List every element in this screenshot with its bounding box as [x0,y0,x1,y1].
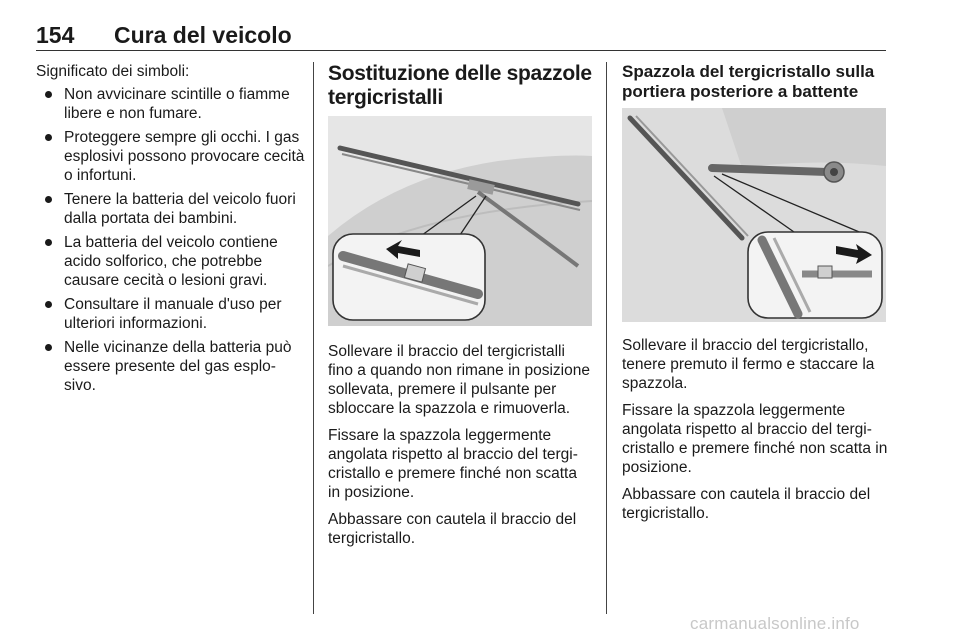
paragraph: Sollevare il braccio del tergicristalli fino a quando non rimane in posizione sollevata, premere il pulsante per sbloccare la spazzola e rimuoverla. [328,343,590,417]
column-rear-wiper [622,62,888,531]
list-item: Nelle vicinanze della batteria può essere presente del gas esplo-sivo. [36,338,306,395]
column-wiper-replacement [328,62,592,556]
column-symbols [36,62,306,400]
chapter-title: Cura del veicolo [114,22,292,48]
windshield-wiper-figure [328,116,592,326]
list-item: Non avvicinare scintille o fiamme libere e non fumare. [36,85,306,123]
symbols-intro: Significato dei simboli: [36,63,190,80]
list-item: Proteggere sempre gli occhi. I gas esplosivi possono provocare cecità o infortuni. [36,128,306,185]
symbols-list [36,85,306,395]
list-item: Tenere la batteria del veicolo fuori dalla portata dei bambini. [36,190,306,228]
paragraph: Abbassare con cautela il braccio del tergicristallo. [328,511,577,547]
watermark: carmanualsonline.info [690,614,860,633]
page-number: 154 [36,22,75,48]
column-divider-2 [606,62,607,614]
paragraph: Fissare la spazzola leggermente angolata rispetto al braccio del tergi-cristallo e premere finché non scatta in posizione. [622,402,888,476]
list-item: Consultare il manuale d'uso per ulteriori informazioni. [36,295,306,333]
page-header [36,22,886,51]
rear-wiper-figure [622,108,886,322]
list-item: La batteria del veicolo contiene acido solforico, che potrebbe causare cecità o lesioni gravi. [36,233,306,290]
section-title: Spazzola del tergicristallo sulla portiera posteriore a battente [622,62,875,101]
paragraph: Abbassare con cautela il braccio del tergicristallo. [622,486,871,522]
paragraph: Sollevare il braccio del tergicristallo, tenere premuto il fermo e staccare la spazzola. [622,337,875,392]
column-divider-1 [313,62,314,614]
paragraph: Fissare la spazzola leggermente angolata rispetto al braccio del tergi-cristallo e premere finché non scatta in posizione. [328,427,578,501]
section-title: Sostituzione delle spazzole tergicristalli [328,62,592,109]
